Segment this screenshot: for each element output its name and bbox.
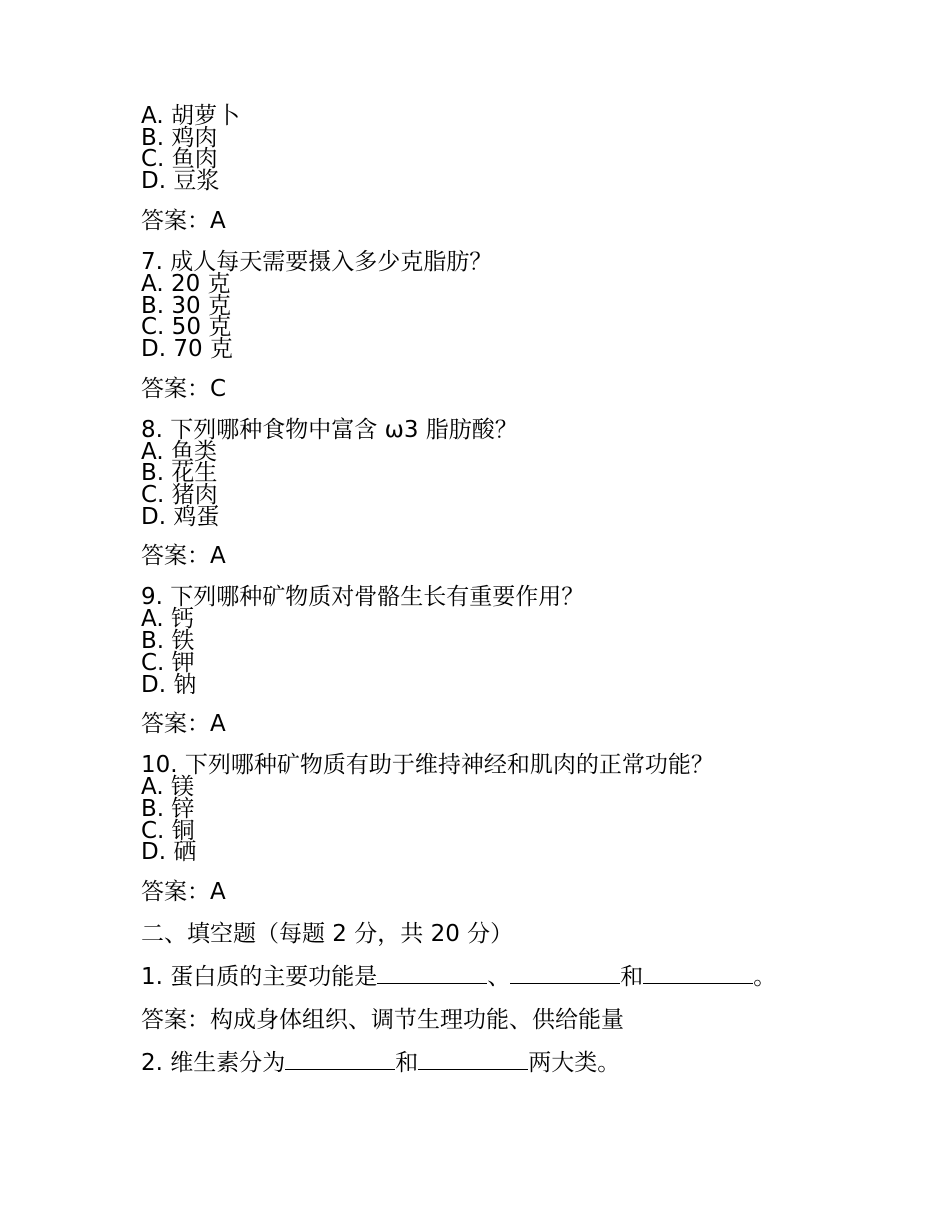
- fill1-prefix: 1. 蛋白质的主要功能是: [141, 964, 378, 991]
- q10-option-b: B. 锌: [141, 795, 195, 822]
- q9-group: [141, 586, 901, 696]
- fill2-suffix: 两大类。: [528, 1050, 621, 1077]
- q7-title: 7. 成人每天需要摄入多少克脂肪？: [141, 248, 493, 275]
- q9-title: 9. 下列哪种矿物质对骨骼生长有重要作用？: [141, 584, 585, 611]
- q8-option-c: C. 猪肉: [141, 482, 218, 509]
- section-2-title: 二、填空题（每题 2 分，共 20 分）: [141, 921, 514, 948]
- fill1-answer: 答案：构成身体组织、调节生理功能、供给能量: [141, 1007, 624, 1034]
- fill1-blank-1: [377, 963, 487, 984]
- q10-option-a: A. 镁: [141, 774, 194, 801]
- fill1-sep-2: 和: [620, 964, 644, 991]
- fill-question-2: [141, 1049, 901, 1077]
- q7-option-a: A. 20 克: [141, 270, 231, 297]
- fill2-prefix: 2. 维生素分为: [141, 1050, 286, 1077]
- fill1-blank-3: [643, 963, 753, 984]
- fill2-sep-1: 和: [395, 1050, 419, 1077]
- q7-options: [141, 270, 901, 362]
- q6-option-c: C. 鱼肉: [141, 146, 218, 173]
- fill1-suffix: 。: [753, 964, 777, 991]
- q7-group: [141, 248, 901, 362]
- q7-option-d: D. 70 克: [141, 335, 233, 362]
- q10-title: 10. 下列哪种矿物质有助于维持神经和肌肉的正常功能？: [141, 752, 714, 779]
- q7-option-b: B. 30 克: [141, 292, 231, 319]
- q7-answer: 答案：C: [141, 375, 227, 402]
- fill2-blank-2: [418, 1049, 528, 1070]
- q10-answer: 答案：A: [141, 879, 226, 906]
- q6-option-a: A. 胡萝卜: [141, 103, 240, 129]
- q6-answer: 答案：A: [141, 207, 226, 234]
- q9-option-a: A. 钙: [141, 606, 194, 633]
- q6-options: [141, 103, 901, 195]
- q6-option-b: B. 鸡肉: [141, 124, 218, 151]
- q8-group: [141, 416, 901, 530]
- fill2-blank-1: [285, 1049, 395, 1070]
- q8-options: [141, 438, 901, 530]
- q9-option-b: B. 铁: [141, 628, 195, 655]
- fill-question-1: [141, 963, 901, 991]
- q10-option-d: D. 硒: [141, 839, 197, 866]
- fill1-sep-1: 、: [487, 964, 511, 991]
- q8-option-a: A. 鱼类: [141, 438, 217, 465]
- q9-option-d: D. 钠: [141, 671, 197, 698]
- q9-answer: 答案：A: [141, 711, 226, 738]
- q8-title: 8. 下列哪种食物中富含 ω3 脂肪酸？: [141, 416, 518, 443]
- q10-group: [141, 754, 901, 864]
- q8-option-d: D. 鸡蛋: [141, 503, 220, 530]
- q7-option-c: C. 50 克: [141, 314, 232, 341]
- fill1-blank-2: [510, 963, 620, 984]
- q10-options: [141, 774, 901, 866]
- q6-option-d: D. 豆浆: [141, 168, 220, 195]
- q9-option-c: C. 钾: [141, 649, 195, 676]
- q10-option-c: C. 铜: [141, 817, 195, 844]
- q8-answer: 答案：A: [141, 543, 226, 570]
- q8-option-b: B. 花生: [141, 460, 218, 487]
- document-page: [141, 103, 901, 1077]
- q9-options: [141, 606, 901, 698]
